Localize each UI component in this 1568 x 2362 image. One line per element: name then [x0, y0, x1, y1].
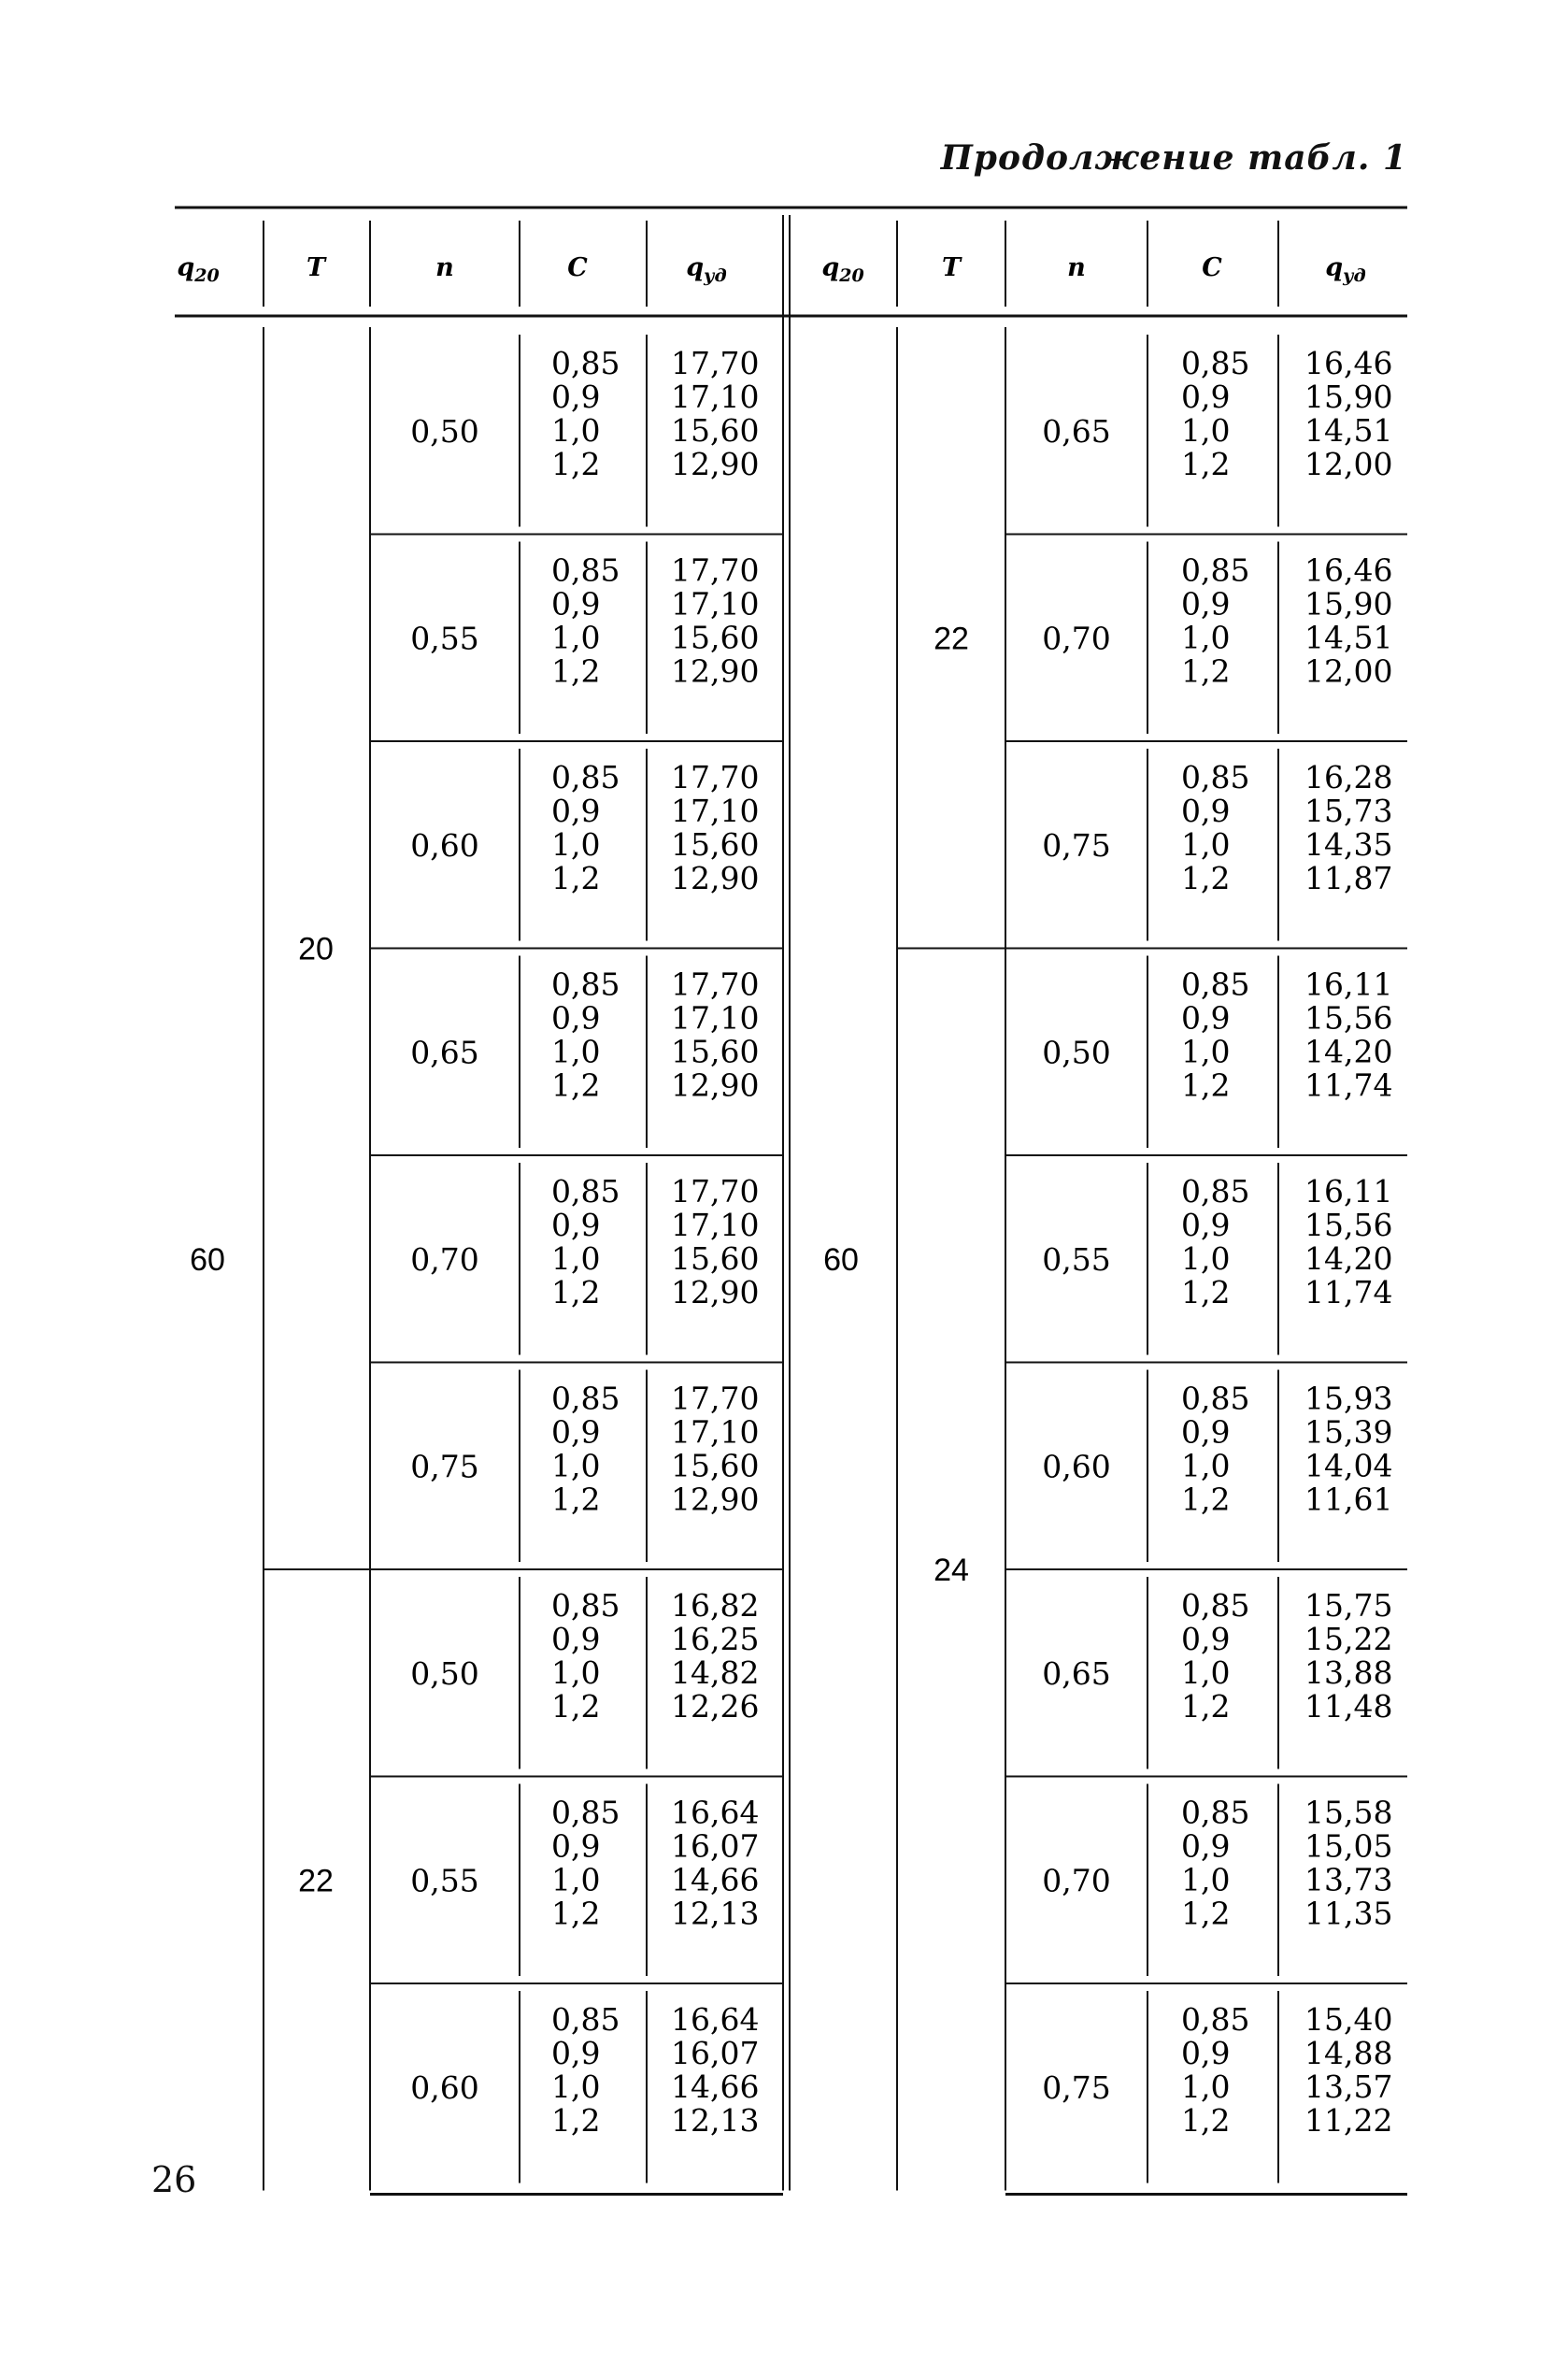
right-qud-value: 16,11	[1304, 966, 1393, 1003]
left-n-value: 0,60	[410, 826, 479, 864]
left-c-value: 0,9	[551, 379, 601, 415]
header-t-right: T	[941, 253, 962, 282]
right-c-value: 0,9	[1181, 1827, 1231, 1865]
left-qud-value: 17,70	[671, 1173, 760, 1210]
left-c-value: 0,9	[551, 2035, 601, 2071]
left-qud-value: 14,66	[671, 2069, 760, 2105]
right-c-value: 0,85	[1181, 345, 1250, 381]
right-c-value: 1,2	[1181, 1481, 1231, 1518]
left-n-value: 0,70	[410, 1240, 479, 1278]
right-c-value: 0,85	[1181, 1380, 1250, 1417]
left-c-value: 0,9	[551, 1621, 601, 1657]
left-qud-value: 17,10	[671, 1413, 760, 1451]
right-qud-value: 11,61	[1304, 1481, 1393, 1518]
left-c-value: 1,2	[551, 1481, 601, 1518]
right-qud-value: 15,90	[1304, 379, 1393, 415]
left-c-value: 0,85	[551, 1587, 620, 1624]
left-c-value: 1,0	[551, 1033, 601, 1070]
left-qud-value: 17,10	[671, 999, 760, 1037]
left-n-value: 0,50	[410, 1654, 479, 1692]
left-c-value: 0,85	[551, 759, 620, 795]
left-qud-value: 12,26	[671, 1688, 760, 1725]
header-qud-right: $q_{уд}$	[1325, 253, 1366, 286]
right-c-value: 0,9	[1181, 1413, 1231, 1451]
left-n-value: 0,55	[410, 1862, 479, 1899]
right-n-value: 0,75	[1042, 826, 1111, 864]
right-qud-value: 14,35	[1304, 826, 1393, 863]
left-c-value: 1,0	[551, 412, 601, 449]
right-c-value: 0,85	[1181, 1794, 1250, 1831]
right-c-value: 0,9	[1181, 585, 1231, 623]
left-c-value: 1,2	[551, 1274, 601, 1310]
header-c-left: C	[567, 253, 588, 282]
right-qud-value: 13,73	[1304, 1861, 1393, 1898]
table-caption: Продолжение табл. 1	[940, 138, 1407, 178]
right-c-value: 1,2	[1181, 652, 1231, 690]
left-qud-value: 12,13	[671, 1895, 760, 1932]
right-c-value: 1,0	[1181, 1240, 1231, 1277]
right-c-value: 1,0	[1181, 826, 1231, 863]
left-qud-value: 17,70	[671, 759, 760, 795]
left-qud-value: 17,10	[671, 585, 760, 623]
left-c-value: 0,85	[551, 1794, 620, 1831]
left-qud-value: 15,60	[671, 1240, 760, 1277]
header-n-left: n	[435, 253, 454, 282]
right-c-value: 0,9	[1181, 793, 1231, 829]
left-c-value: 0,85	[551, 551, 620, 589]
right-n-value: 0,65	[1042, 412, 1111, 450]
left-t-value: 22	[298, 1863, 334, 1899]
left-qud-value: 12,90	[671, 652, 760, 690]
right-n-value: 0,55	[1042, 1240, 1111, 1278]
right-c-value: 1,0	[1181, 1447, 1231, 1484]
left-qud-value: 12,90	[671, 446, 760, 482]
header-q20-right: $q_{20}$	[821, 253, 864, 286]
right-n-value: 0,70	[1042, 1862, 1111, 1899]
right-qud-value: 15,90	[1304, 585, 1393, 623]
left-c-value: 0,9	[551, 999, 601, 1037]
left-c-value: 0,9	[551, 1827, 601, 1865]
left-c-value: 0,9	[551, 1207, 601, 1243]
right-qud-value: 16,46	[1304, 551, 1393, 589]
left-t-value: 20	[298, 931, 334, 967]
right-n-value: 0,60	[1042, 1448, 1111, 1485]
left-c-value: 0,85	[551, 966, 620, 1003]
right-qud-value: 12,00	[1304, 652, 1393, 690]
right-c-value: 0,9	[1181, 379, 1231, 415]
left-c-value: 1,2	[551, 1895, 601, 1932]
right-c-value: 1,0	[1181, 412, 1231, 449]
left-c-value: 1,0	[551, 1240, 601, 1277]
right-q20-value: 60	[823, 1241, 859, 1278]
right-qud-value: 11,48	[1304, 1688, 1393, 1725]
right-c-value: 1,0	[1181, 619, 1231, 656]
left-qud-value: 12,13	[671, 2102, 760, 2139]
left-c-value: 1,0	[551, 619, 601, 656]
right-c-value: 0,85	[1181, 1173, 1250, 1210]
right-c-value: 1,0	[1181, 2069, 1231, 2105]
right-qud-value: 16,28	[1304, 759, 1393, 795]
right-qud-value: 11,35	[1304, 1895, 1393, 1932]
left-qud-value: 15,60	[671, 412, 760, 449]
left-c-value: 1,2	[551, 2102, 601, 2139]
header-q20-left: $q_{20}$	[177, 253, 220, 286]
right-c-value: 0,85	[1181, 759, 1250, 795]
left-qud-value: 12,90	[671, 1274, 760, 1310]
right-n-value: 0,70	[1042, 620, 1111, 657]
left-qud-value: 17,70	[671, 551, 760, 589]
left-qud-value: 17,70	[671, 345, 760, 381]
right-c-value: 0,85	[1181, 1587, 1250, 1624]
right-qud-value: 15,56	[1304, 1207, 1393, 1243]
left-qud-value: 15,60	[671, 826, 760, 863]
right-qud-value: 11,74	[1304, 1274, 1393, 1310]
left-c-value: 1,0	[551, 1447, 601, 1484]
left-c-value: 1,0	[551, 2069, 601, 2105]
left-c-value: 1,2	[551, 446, 601, 482]
left-c-value: 1,0	[551, 1861, 601, 1898]
left-qud-value: 17,70	[671, 1380, 760, 1417]
right-c-value: 0,85	[1181, 551, 1250, 589]
left-n-value: 0,55	[410, 620, 479, 657]
left-c-value: 1,2	[551, 652, 601, 690]
left-qud-value: 15,60	[671, 619, 760, 656]
right-c-value: 1,0	[1181, 1033, 1231, 1070]
left-qud-value: 16,25	[671, 1621, 760, 1657]
right-qud-value: 13,88	[1304, 1654, 1393, 1691]
right-c-value: 1,0	[1181, 1861, 1231, 1898]
header-n-right: n	[1067, 253, 1086, 282]
right-c-value: 0,9	[1181, 1207, 1231, 1243]
left-qud-value: 17,70	[671, 966, 760, 1003]
left-c-value: 0,85	[551, 345, 620, 381]
left-qud-value: 16,82	[671, 1587, 760, 1624]
right-c-value: 0,85	[1181, 966, 1250, 1003]
right-qud-value: 15,40	[1304, 2001, 1393, 2038]
right-qud-value: 11,22	[1304, 2102, 1393, 2139]
right-qud-value: 14,20	[1304, 1240, 1393, 1277]
right-c-value: 1,2	[1181, 446, 1231, 482]
right-n-value: 0,65	[1042, 1654, 1111, 1692]
left-qud-value: 16,07	[671, 1827, 760, 1865]
left-qud-value: 15,60	[671, 1033, 760, 1070]
right-n-value: 0,75	[1042, 2069, 1111, 2106]
left-c-value: 1,2	[551, 1688, 601, 1725]
right-qud-value: 11,74	[1304, 1066, 1393, 1104]
left-qud-value: 14,66	[671, 1861, 760, 1898]
left-c-value: 1,0	[551, 826, 601, 863]
right-t-value: 24	[934, 1553, 969, 1588]
left-c-value: 1,0	[551, 1654, 601, 1691]
left-c-value: 0,9	[551, 1413, 601, 1451]
right-qud-value: 15,73	[1304, 793, 1393, 829]
right-qud-value: 15,05	[1304, 1827, 1393, 1865]
header-c-right: C	[1202, 253, 1222, 282]
left-c-value: 0,85	[551, 1173, 620, 1210]
left-c-value: 0,85	[551, 2001, 620, 2038]
left-qud-value: 12,90	[671, 860, 760, 896]
right-qud-value: 14,20	[1304, 1033, 1393, 1070]
left-qud-value: 12,90	[671, 1066, 760, 1104]
right-qud-value: 15,58	[1304, 1794, 1393, 1831]
right-c-value: 1,2	[1181, 860, 1231, 896]
right-c-value: 1,2	[1181, 1895, 1231, 1932]
left-n-value: 0,75	[410, 1448, 479, 1485]
left-qud-value: 16,64	[671, 1794, 760, 1831]
right-qud-value: 14,04	[1304, 1447, 1393, 1484]
left-n-value: 0,60	[410, 2069, 479, 2106]
left-qud-value: 16,07	[671, 2035, 760, 2071]
header-qud-left: $q_{уд}$	[686, 253, 727, 286]
right-n-value: 0,50	[1042, 1034, 1111, 1071]
right-c-value: 1,2	[1181, 1688, 1231, 1725]
table-header	[177, 253, 1365, 286]
left-c-value: 1,2	[551, 1066, 601, 1104]
left-qud-value: 16,64	[671, 2001, 760, 2038]
right-qud-value: 15,75	[1304, 1587, 1393, 1624]
right-qud-value: 14,51	[1304, 619, 1393, 656]
right-qud-value: 15,22	[1304, 1621, 1393, 1657]
right-qud-value: 15,56	[1304, 999, 1393, 1037]
right-qud-value: 11,87	[1304, 860, 1393, 896]
left-qud-value: 17,10	[671, 793, 760, 829]
left-qud-value: 17,10	[671, 1207, 760, 1243]
left-qud-value: 12,90	[671, 1481, 760, 1518]
page-number: 26	[151, 2159, 197, 2200]
left-q20-value: 60	[190, 1241, 225, 1278]
left-c-value: 0,9	[551, 585, 601, 623]
right-c-value: 1,0	[1181, 1654, 1231, 1691]
left-n-value: 0,65	[410, 1034, 479, 1071]
right-c-value: 1,2	[1181, 1274, 1231, 1310]
right-c-value: 1,2	[1181, 1066, 1231, 1104]
header-t-left: T	[306, 253, 326, 282]
right-qud-value: 14,51	[1304, 412, 1393, 449]
right-c-value: 0,9	[1181, 1621, 1231, 1657]
right-qud-value: 15,93	[1304, 1380, 1393, 1417]
left-c-value: 0,9	[551, 793, 601, 829]
left-qud-value: 14,82	[671, 1654, 760, 1691]
left-c-value: 0,85	[551, 1380, 620, 1417]
left-qud-value: 17,10	[671, 379, 760, 415]
right-t-value: 22	[934, 621, 969, 657]
left-qud-value: 15,60	[671, 1447, 760, 1484]
right-qud-value: 12,00	[1304, 446, 1393, 482]
right-qud-value: 16,46	[1304, 345, 1393, 381]
right-c-value: 1,2	[1181, 2102, 1231, 2139]
left-c-value: 1,2	[551, 860, 601, 896]
right-qud-value: 15,39	[1304, 1413, 1393, 1451]
right-c-value: 0,9	[1181, 2035, 1231, 2071]
right-qud-value: 16,11	[1304, 1173, 1393, 1210]
right-c-value: 0,9	[1181, 999, 1231, 1037]
right-qud-value: 13,57	[1304, 2069, 1393, 2105]
left-n-value: 0,50	[410, 412, 479, 450]
right-c-value: 0,85	[1181, 2001, 1250, 2038]
right-qud-value: 14,88	[1304, 2035, 1393, 2071]
